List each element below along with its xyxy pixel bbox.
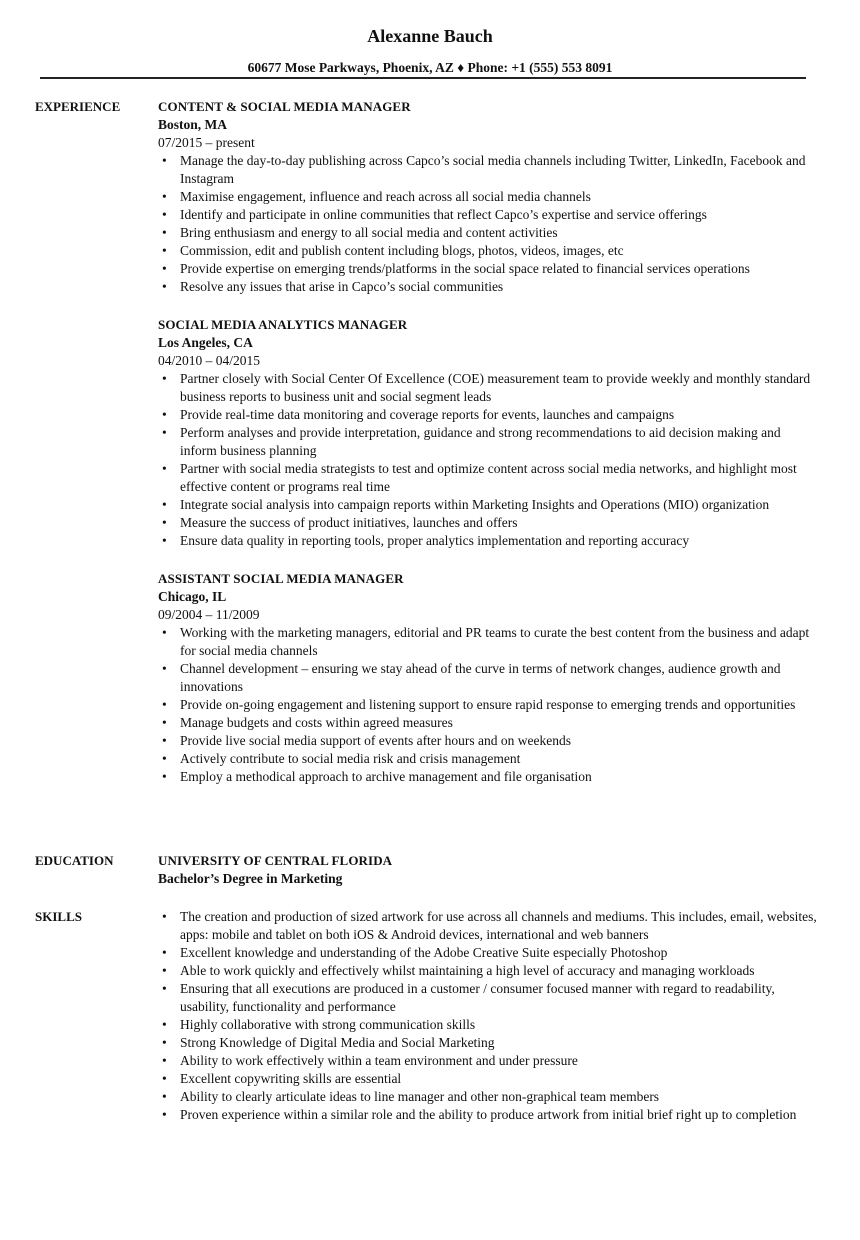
job-dates: 09/2004 – 11/2009	[158, 607, 260, 622]
bullet-item: • Maximise engagement, influence and reach across all social media channels	[158, 188, 818, 206]
degree: Bachelor’s Degree in Marketing	[158, 871, 343, 886]
experience-body	[158, 98, 818, 806]
skill-item: • The creation and production of sized artwork for use across all channels and mediums. This includes, email, websites, apps: mobile and tablet on both iOS & Android devices, international and web banners	[158, 908, 818, 944]
bullet-item: • Partner with social media strategists to test and optimize content across social media networks, and highlight most effective content or programs real time	[158, 460, 818, 496]
job-location: Los Angeles, CA	[158, 335, 253, 350]
skills-body	[158, 908, 818, 1124]
bullet-item: • Employ a methodical approach to archive management and file organisation	[158, 768, 818, 786]
skill-item: • Strong Knowledge of Digital Media and Social Marketing	[158, 1034, 818, 1052]
school-name: UNIVERSITY OF CENTRAL FLORIDA	[158, 853, 393, 868]
job-dates: 04/2010 – 04/2015	[158, 353, 261, 368]
skill-item: • Ensuring that all executions are produced in a customer / consumer focused manner with regard to readability, usability, functionality and performance	[158, 980, 818, 1016]
job-location: Chicago, IL	[158, 589, 227, 604]
job-location: Boston, MA	[158, 117, 228, 132]
contact-line: 60677 Mose Parkways, Phoenix, AZ ♦ Phone: +1 (555) 553 8091	[247, 60, 613, 75]
experience-heading: EXPERIENCE	[35, 99, 121, 114]
skill-item: • Proven experience within a similar role and the ability to produce artwork from initial brief right up to completion	[158, 1106, 818, 1124]
bullet-item: • Provide live social media support of events after hours and on weekends	[158, 732, 818, 750]
bullet-item: • Commission, edit and publish content including blogs, photos, videos, images, etc	[158, 242, 818, 260]
job-dates: 07/2015 – present	[158, 135, 255, 150]
bullet-item: • Integrate social analysis into campaign reports within Marketing Insights and Operations (MIO) organization	[158, 496, 818, 514]
education-heading: EDUCATION	[35, 853, 114, 868]
bullet-item: • Manage budgets and costs within agreed measures	[158, 714, 818, 732]
job-title: ASSISTANT SOCIAL MEDIA MANAGER	[158, 571, 404, 586]
skills-heading: SKILLS	[35, 909, 82, 924]
job-bullets	[158, 152, 818, 296]
skill-item: • Excellent copywriting skills are essential	[158, 1070, 818, 1088]
bullet-item: • Identify and participate in online communities that reflect Capco’s expertise and service offerings	[158, 206, 818, 224]
bullet-item: • Provide on-going engagement and listening support to ensure rapid response to emerging trends and opportunities	[158, 696, 818, 714]
job-entry	[158, 316, 818, 550]
education-body	[158, 852, 818, 888]
job-entry	[158, 570, 818, 786]
bullet-item: • Manage the day-to-day publishing across Capco’s social media channels including Twitter, LinkedIn, Facebook and Instagram	[158, 152, 818, 188]
bullet-item: • Measure the success of product initiatives, launches and offers	[158, 514, 818, 532]
bullet-item: • Perform analyses and provide interpretation, guidance and strong recommendations to aid decision making and inform business planning	[158, 424, 818, 460]
header-divider	[40, 77, 806, 79]
bullet-item: • Actively contribute to social media risk and crisis management	[158, 750, 818, 768]
bullet-item: • Working with the marketing managers, editorial and PR teams to curate the best content from the business and adapt for social media channels	[158, 624, 818, 660]
bullet-item: • Provide real-time data monitoring and coverage reports for events, launches and campaigns	[158, 406, 818, 424]
candidate-name: Alexanne Bauch	[367, 26, 493, 46]
skills-list	[158, 908, 818, 1124]
bullet-item: • Partner closely with Social Center Of Excellence (COE) measurement team to provide weekly and monthly standard business reports to business unit and social segment leads	[158, 370, 818, 406]
skill-item: • Excellent knowledge and understanding of the Adobe Creative Suite especially Photoshop	[158, 944, 818, 962]
bullet-item: • Bring enthusiasm and energy to all social media and content activities	[158, 224, 818, 242]
bullet-item: • Resolve any issues that arise in Capco’s social communities	[158, 278, 818, 296]
skill-item: • Ability to clearly articulate ideas to line manager and other non-graphical team members	[158, 1088, 818, 1106]
bullet-item: • Provide expertise on emerging trends/platforms in the social space related to financial services operations	[158, 260, 818, 278]
skill-item: • Ability to work effectively within a team environment and under pressure	[158, 1052, 818, 1070]
job-entry	[158, 98, 818, 296]
skill-item: • Able to work quickly and effectively whilst maintaining a high level of accuracy and managing workloads	[158, 962, 818, 980]
bullet-item: • Ensure data quality in reporting tools, proper analytics implementation and reporting accuracy	[158, 532, 818, 550]
job-title: SOCIAL MEDIA ANALYTICS MANAGER	[158, 317, 408, 332]
bullet-item: • Channel development – ensuring we stay ahead of the curve in terms of network changes, audience growth and innovations	[158, 660, 818, 696]
job-bullets	[158, 624, 818, 786]
job-title: CONTENT & SOCIAL MEDIA MANAGER	[158, 99, 411, 114]
skill-item: • Highly collaborative with strong communication skills	[158, 1016, 818, 1034]
job-bullets	[158, 370, 818, 550]
